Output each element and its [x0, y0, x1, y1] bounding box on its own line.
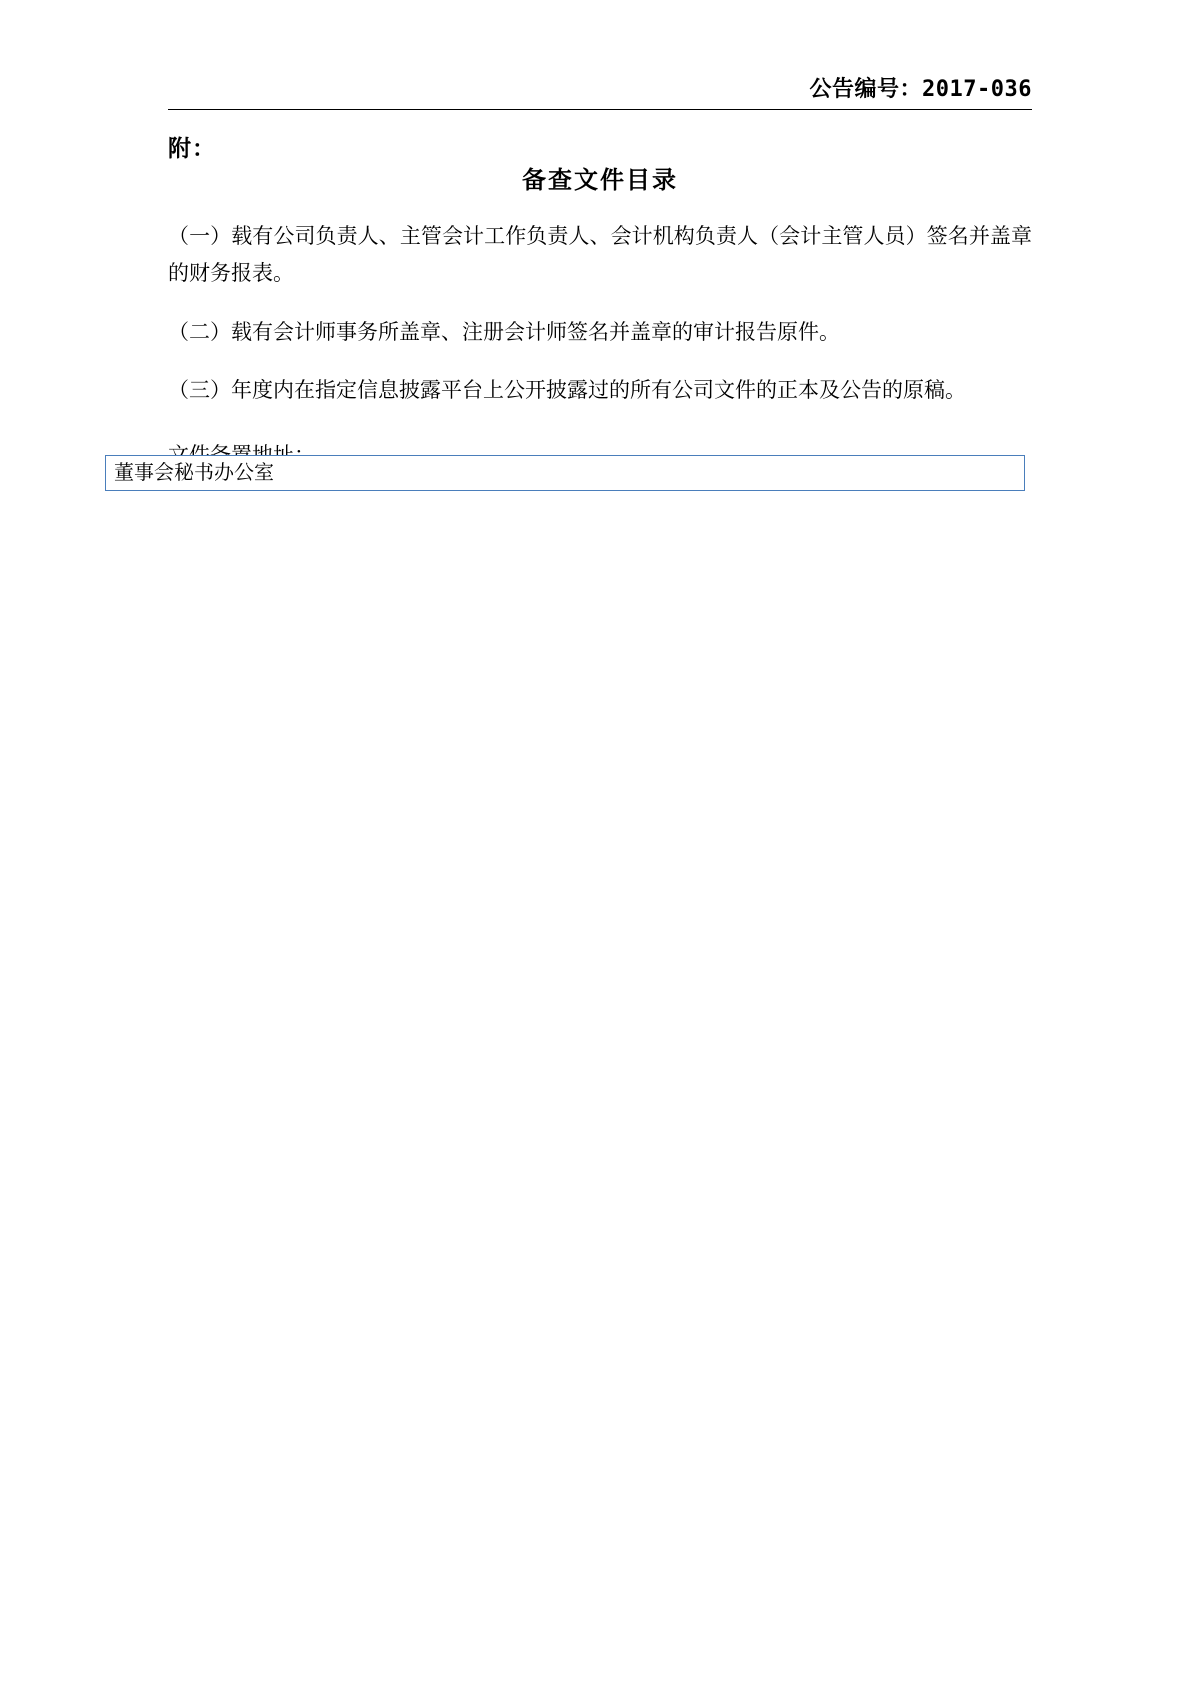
list-item: （一）载有公司负责人、主管会计工作负责人、会计机构负责人（会计主管人员）签名并盖章的财务报表。 [168, 224, 1032, 285]
announcement-number: 公告编号：2017-036 [809, 77, 1032, 102]
page-title: 备查文件目录 [522, 168, 678, 194]
address-field[interactable]: 董事会秘书办公室 [105, 455, 1025, 491]
attachment-label: 附： [168, 136, 216, 161]
header-divider [168, 109, 1032, 110]
page-header [168, 72, 1032, 110]
list-item: （三）年度内在指定信息披露平台上公开披露过的所有公司文件的正本及公告的原稿。 [168, 378, 966, 403]
document-body [168, 218, 1032, 479]
list-item: （二）载有会计师事务所盖章、注册会计师签名并盖章的审计报告原件。 [168, 319, 840, 344]
